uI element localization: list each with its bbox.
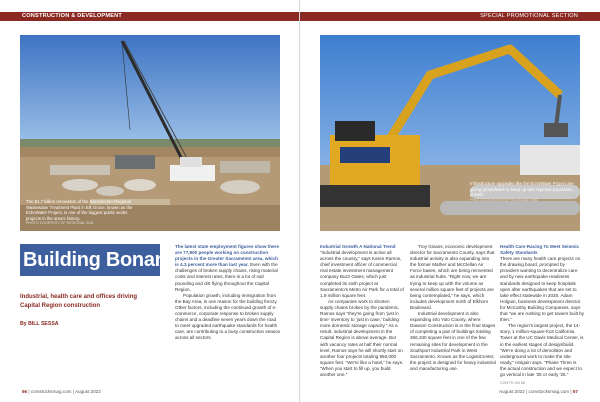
issue-date: August 2022 [74,389,101,394]
caption-text: Infrastructure upgrades like the EchoWater Project are giving groundwork to keep up with regional population growth. [470,181,574,198]
photo-credit: PHOTO COURTESY OF REGIONAL SAN [470,197,538,202]
page-number: 67 [572,389,578,394]
body-paragraph: As companies work to shorten supply chains broken by the pandemic, Ramos says “they're going from 'just in time' inventory to 'just in case,' building more domestic storage capacity.” As a result, industrial development in the Capital Region is above average. But with vacancy rates at half their normal level, Ramos says he will shortly start on another four projects totaling 950,000 square feet. “We're like a hotel,” he says. “When you start to fill up, you build another one.” [320,298,404,377]
section-label: CONSTRUCTION & DEVELOPMENT [0,12,300,21]
page-folio: 66 | comstocksmag.com | August 2022 [22,389,101,394]
subheading: Industrial Growth A National Trend [320,244,396,249]
article-deck: Industrial, health care and offices driving Capital Region construction [20,294,138,309]
body-column-3 [500,244,584,386]
excavator-photo [320,35,580,231]
article-headline: Building Bonanza [20,244,160,276]
page-folio: August 2022 | comstocksmag.com | 67 [498,389,578,394]
body-paragraph: Troy Givans, economic development director for Sacramento County, says that industrial activity is also expanding into the former Mather and McClellan Air Force bases, which are being reinvented as industrial hubs. “Right now, we are trying to keep up with the volume as several million square feet of projects are being contemplated,” he says, which includes development north of Elkhorn Boulevard. [410,244,495,310]
continued-note: CONT'D ON 68 [500,381,525,386]
body-text: Even with the challenges of broken supply chains, rising material costs and interest rates, there is a lot of nail pounding and dirt flying throughout the Capital Region. [175,262,278,292]
body-column [175,244,281,342]
site-url: comstocksmag.com [528,389,570,394]
right-page [300,0,600,402]
body-paragraph: There are many health care projects on the drawing board, prompted by providers wanting to decentralize care and by new earthquake-readiness standards designed to keep hospitals open after earthquakes that are set to take effect statewide in 2030. Adam Holguin, business development director for McCarthy Building Companies, says that “we are rushing to get towers built by then.” [500,256,585,323]
body-paragraph: Population growth, including immigration from the Bay Area, is one reason for the building frenzy. Other factors, including the continued growth of e-commerce, corporate response to broken supply chains and a deadline seven years down the road to meet upgraded earthquake standards for health care, are contributing to a busy construction season across all sectors. [175,292,281,341]
site-url: comstocksmag.com [30,389,72,394]
section-label: SPECIAL PROMOTIONAL SECTION [300,12,600,21]
construction-photo [20,35,280,231]
photo-caption [470,181,574,203]
byline: By BILL SESSA [20,321,59,327]
issue-date: August 2022 [498,389,525,394]
body-paragraph: “Industrial development is active all across the country,” says Karen Ramos, chief investment officer of commercial real estate investment management company Buzz Oates, which just completed its sixth project at Sacramento's Metro Air Park for a total of 1.9 million square feet. [320,250,404,298]
body-column-1 [320,244,404,378]
lead-paragraph: The latest state employment figures show there are 77,900 people working on construction projects in the Greater Sacramento area, which is 4.3 percent more than last year. [175,244,279,268]
subheading: Health Care Racing To Meet Seismic Safety Standards [500,244,580,256]
body-paragraph: Industrial development is also expanding into Yolo County, where Dawson Construction is in the final stages of completing a pair of buildings totaling 366,340 square feet in one of the few remaining sites for development in the Southport Industrial Park in West Sacramento. Known as the LogistiCenter, the project is designed for heavy industrial and manufacturing use. [410,311,496,371]
photo-credit: PHOTO COURTESY OF REGIONAL SAN [26,221,94,226]
body-column-2 [410,244,496,372]
caption-text: The $1.7 billion renovation of the Sacramento Regional Wastewater Treatment Plant in Elk Grove, known as the EchoWater Project, is one of the biggest public works projects in the area's history. [26,199,133,221]
photo-caption [26,199,138,227]
page-number: 66 [22,389,28,394]
body-paragraph: The region's largest project, the 14-story, 1 million-square-foot California Tower at the UC Davis Medical Center, is in the earliest stages of design/build. “We're doing a lot of demolition and underground work to make the site ready,” Holguin says. “Phase Three is the actual construction and we expect to go vertical in late '25 or early '26.” [500,323,584,377]
